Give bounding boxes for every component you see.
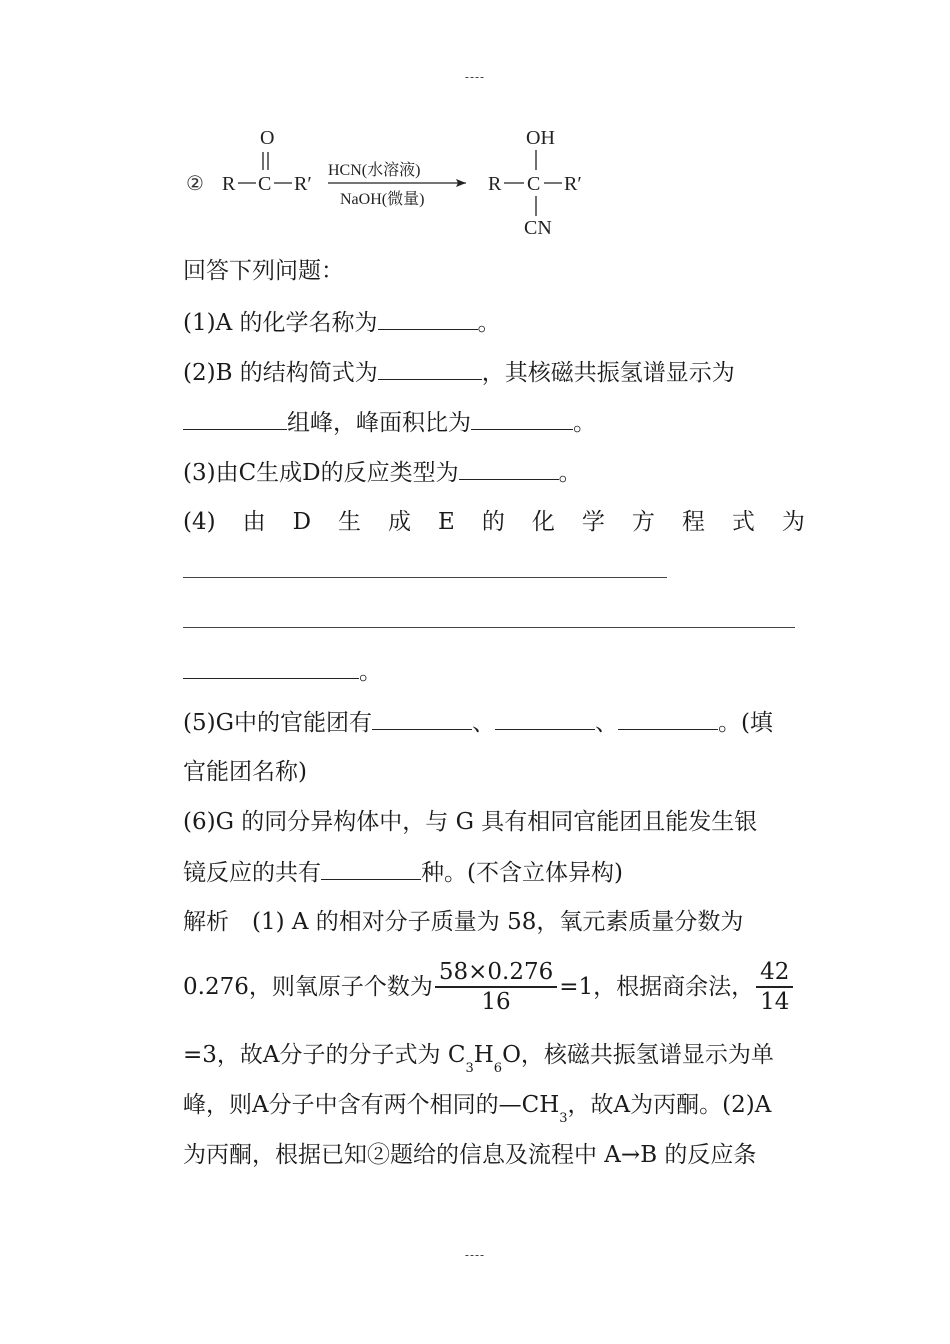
question-2-line-1 (183, 357, 735, 388)
fraction-remainder-denominator: 14 (760, 989, 790, 1015)
q4-answer-line-2[interactable] (183, 627, 795, 628)
question-5-line-2: 官能团名称) (183, 759, 307, 785)
q5-sep: 、 (471, 710, 495, 736)
analysis-line-5: 为丙酮，根据已知②题给的信息及流程中 A→B 的反应条 (183, 1142, 757, 1168)
q2-end: 。 (573, 410, 596, 436)
footer-mark: ---- (464, 1248, 486, 1262)
q6-line2-b: 种。(不含立体异构) (421, 860, 623, 886)
q5-text: (5)G中的官能团有 (183, 710, 372, 736)
arrow-top-label: HCN(水溶液) (328, 162, 421, 179)
q4-char: 程 (681, 509, 705, 535)
right-c: C (527, 173, 541, 195)
arrow-bottom-label: NaOH(微量) (340, 191, 425, 208)
analysis-line2-a: 0.276，则氧原子个数为 (183, 974, 433, 1000)
right-r-prime: R′ (564, 173, 582, 195)
formula-sub-ch3: 3 (559, 1111, 568, 1126)
left-c: C (258, 173, 272, 195)
formula-sub-c: 3 (465, 1061, 474, 1076)
q2-part2: ，其核磁共振氢谱显示为 (481, 360, 735, 386)
q1-blank[interactable] (378, 307, 478, 330)
analysis-line4-a: 峰，则A分子中含有两个相同的—CH (183, 1092, 560, 1118)
q5-blank-2[interactable] (495, 707, 595, 730)
q4-char: 由 (242, 509, 266, 535)
analysis-line-1: 解析 (1) A 的相对分子质量为 58，氧元素质量分数为 (183, 909, 744, 935)
analysis-line3-b: O，核磁共振氢谱显示为单 (502, 1042, 774, 1068)
q2-blank-peaks[interactable] (183, 407, 287, 430)
question-4-end (183, 656, 382, 687)
right-oh: OH (526, 127, 555, 149)
q3-text: (3)由C生成D的反应类型为 (183, 460, 459, 486)
fraction-remainder (756, 958, 793, 1016)
analysis-line2-b: =1，根据商余法， (559, 974, 755, 1000)
fraction-oxygen (435, 958, 557, 1016)
question-3 (183, 457, 582, 488)
q4-char: 为 (781, 509, 805, 535)
question-1 (183, 307, 501, 338)
q4-char: 式 (731, 509, 755, 535)
left-r-prime: R′ (294, 173, 312, 195)
fraction-remainder-numerator: 42 (756, 958, 793, 988)
q5-sep: 、 (594, 710, 618, 736)
q6-blank[interactable] (321, 857, 421, 880)
q4-answer-line-3[interactable] (183, 656, 359, 679)
analysis-line3-a: =3，故A分子的分子式为 C (183, 1042, 466, 1068)
left-r: R (222, 173, 236, 195)
question-4 (183, 507, 805, 537)
fraction-oxygen-denominator: 16 (481, 989, 511, 1015)
q2-part3: 组峰，峰面积比为 (287, 410, 471, 436)
formula-h: H (473, 1042, 494, 1068)
q3-end: 。 (558, 460, 582, 486)
left-carbonyl-o: O (260, 127, 275, 149)
right-r: R (488, 173, 502, 195)
question-5-line-1 (183, 707, 773, 738)
q4-char: E (438, 509, 455, 535)
q2-blank-structure[interactable] (378, 357, 482, 380)
q4-char: 的 (481, 509, 505, 535)
q3-blank[interactable] (459, 457, 559, 480)
q5-blank-3[interactable] (618, 707, 718, 730)
q5-blank-1[interactable] (372, 707, 472, 730)
question-2-line-2 (183, 407, 596, 438)
question-6-line-2 (183, 857, 623, 888)
fraction-oxygen-numerator: 58×0.276 (435, 958, 557, 988)
q4-char: 方 (631, 509, 655, 535)
analysis-line-4 (183, 1090, 771, 1124)
analysis-line4-b: ，故A为丙酮。(2)A (567, 1092, 772, 1118)
q4-answer-line-1[interactable] (183, 577, 667, 578)
reaction-number: ② (186, 173, 204, 195)
prompt-line: 回答下列问题： (183, 258, 344, 284)
right-cn: CN (524, 217, 552, 239)
q1-end: 。 (477, 310, 501, 336)
analysis-line-3 (183, 1040, 774, 1074)
q4-char: 生 (338, 509, 362, 535)
q4-char: 化 (531, 509, 555, 535)
analysis-line-2 (183, 958, 795, 1016)
header-mark: ---- (464, 70, 486, 84)
q2-part1: (2)B 的结构简式为 (183, 360, 378, 386)
q1-text: (1)A 的化学名称为 (183, 310, 378, 336)
q4-char: 成 (388, 509, 412, 535)
question-6-line-1: (6)G 的同分异构体中，与 G 具有相同官能团且能发生银 (183, 809, 758, 835)
formula-sub-h: 6 (493, 1061, 503, 1076)
q6-line2-a: 镜反应的共有 (183, 860, 321, 886)
q2-blank-ratio[interactable] (471, 407, 573, 430)
q4-char: 学 (581, 509, 605, 535)
reaction-scheme (180, 118, 610, 246)
q4-end: 。 (359, 659, 382, 685)
q4-char: D (292, 509, 312, 535)
q4-char: (4) (183, 509, 216, 535)
q5-end: 。(填 (717, 710, 773, 736)
